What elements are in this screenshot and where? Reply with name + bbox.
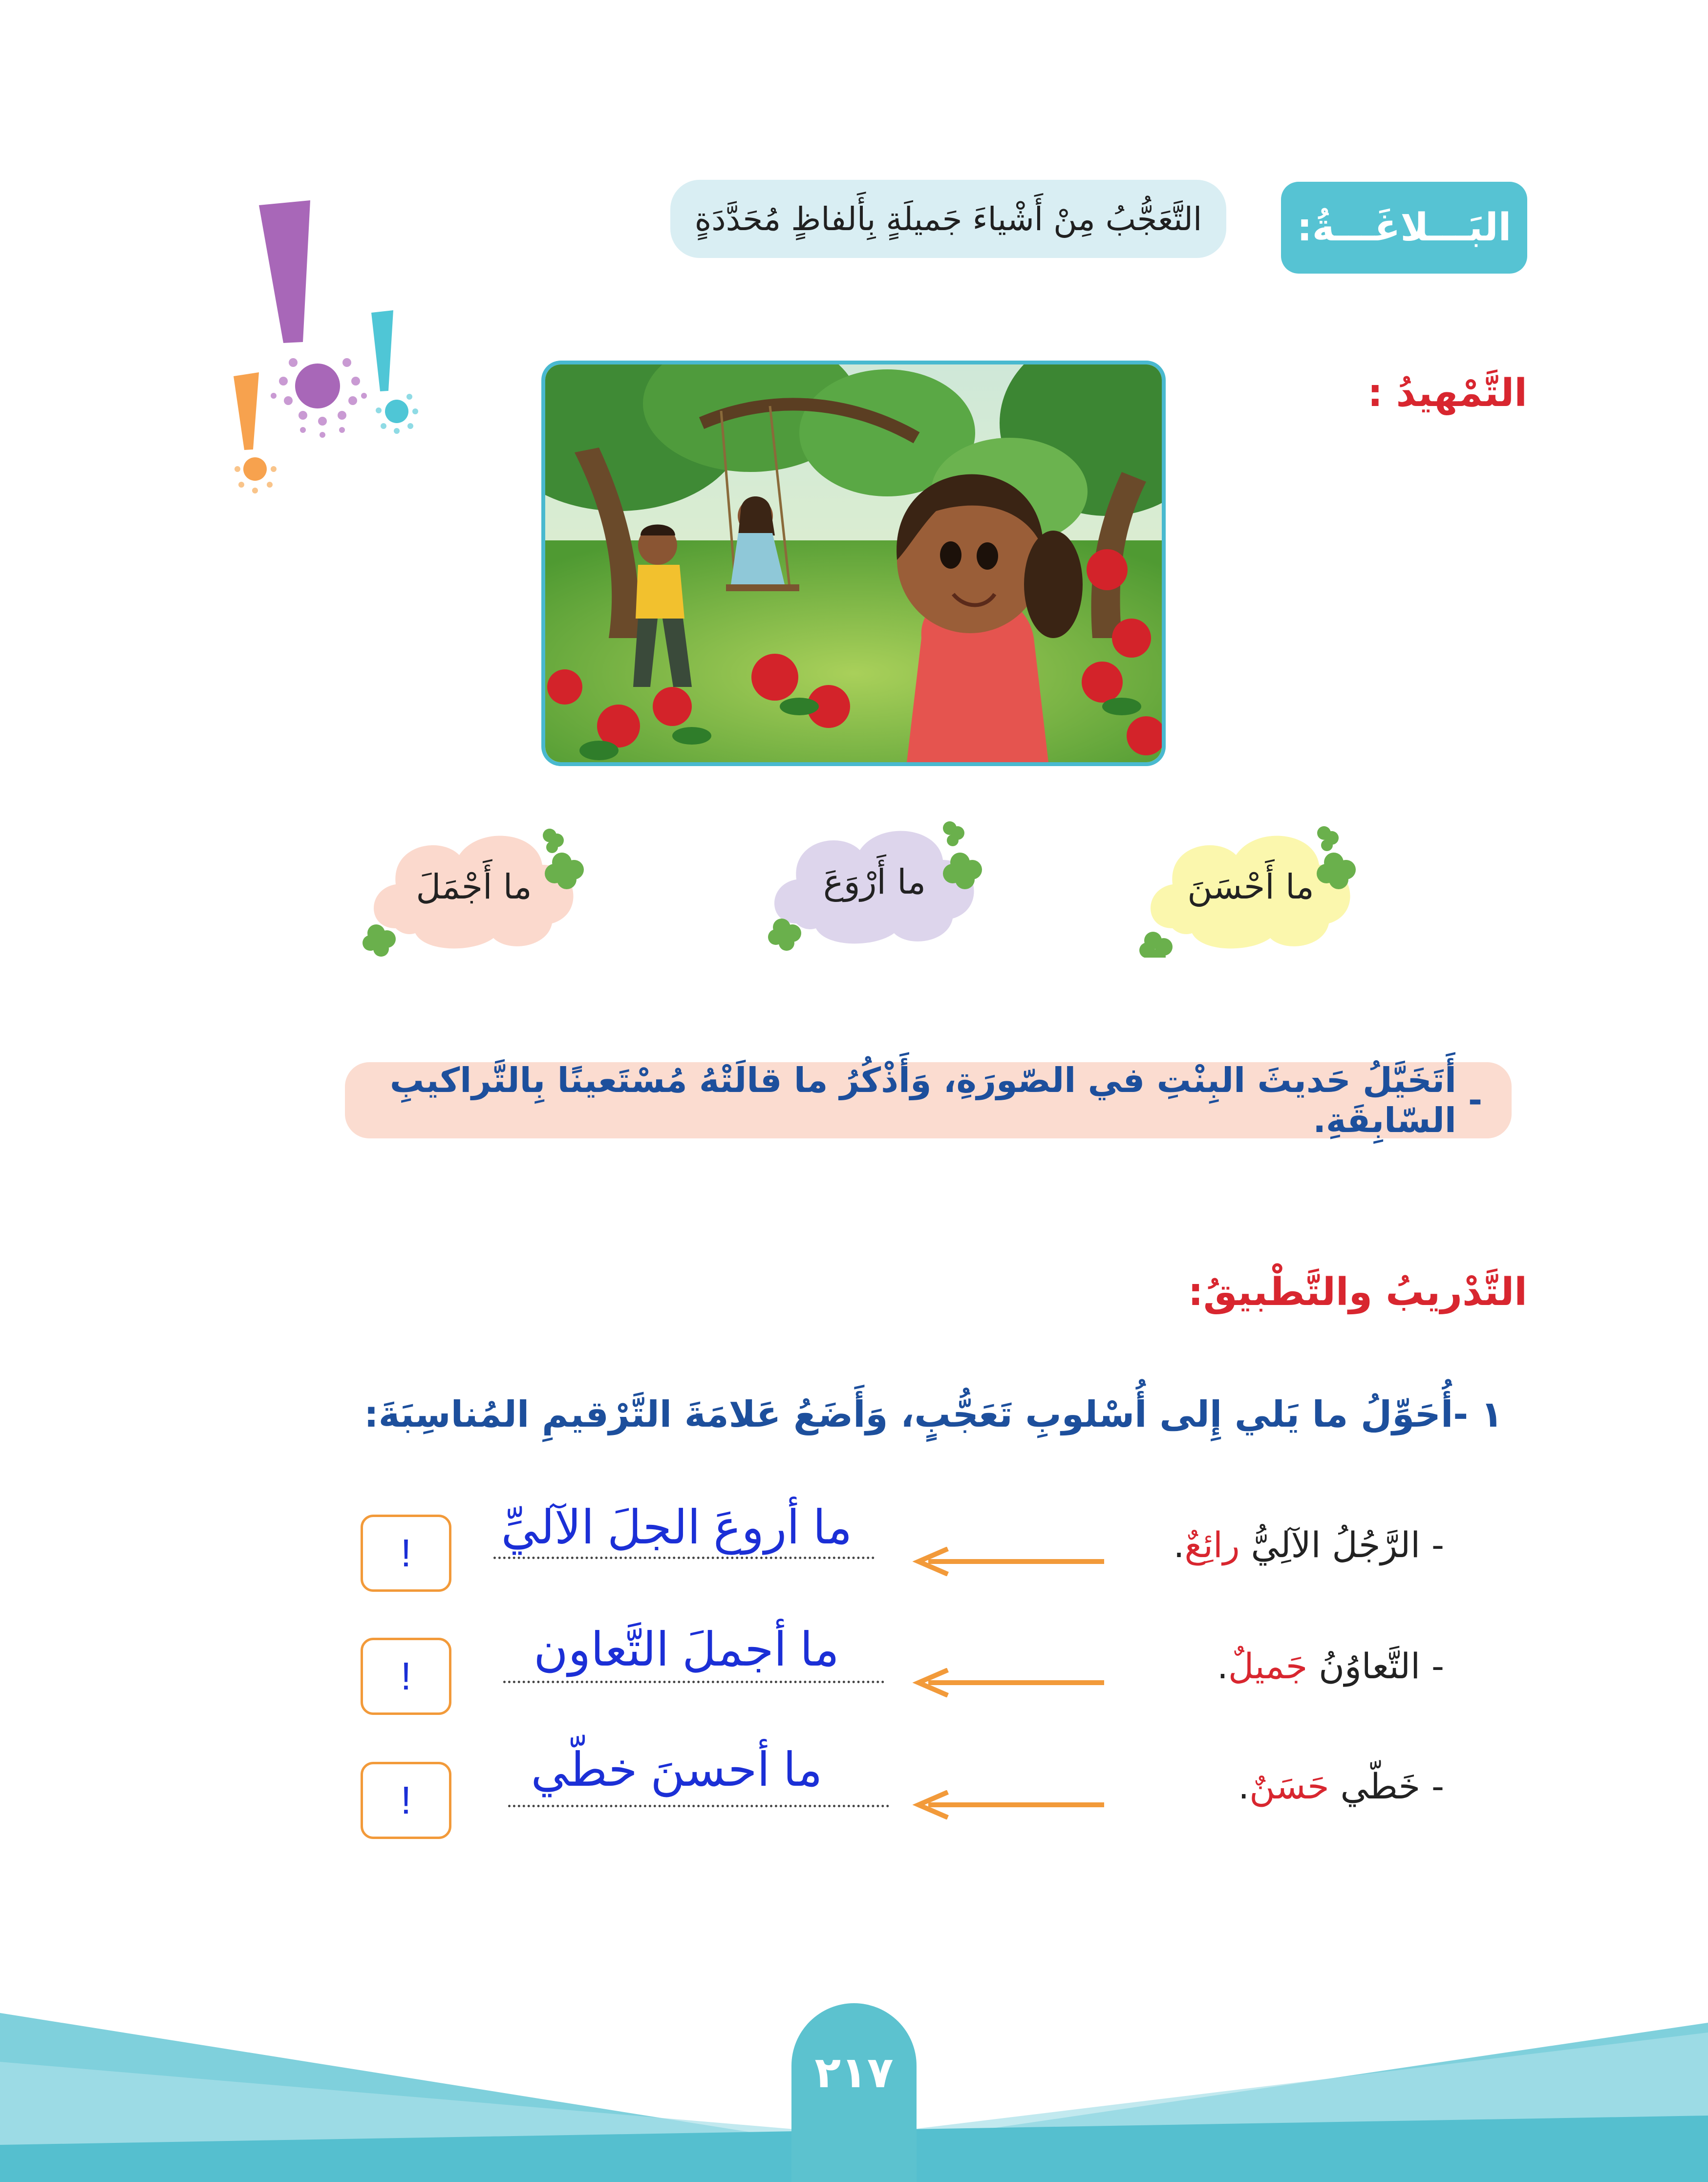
handwritten-answer-2[interactable]: ما أجملَ التَّعاون	[534, 1624, 839, 1676]
exercise-sentence-2	[1102, 1646, 1444, 1687]
handwritten-answer-1[interactable]: ما أروعَ الجلَ الآليِّ	[501, 1501, 853, 1554]
answer-line-3	[508, 1805, 889, 1807]
intro-heading: التَّمْهيدُ :	[1367, 371, 1527, 415]
sentence-prefix: - الرَّجُلُ الآلِيُّ	[1239, 1524, 1444, 1565]
phrase-cloud-ahsana	[1138, 816, 1363, 958]
sentence-prefix: - خَطّي	[1329, 1766, 1444, 1807]
instruction-dash: -	[1468, 1080, 1482, 1120]
punctuation-mark: !	[400, 1778, 412, 1822]
sentence-highlight: رائِعٌ	[1184, 1524, 1240, 1565]
answer-line-2	[503, 1681, 884, 1683]
punctuation-box-2[interactable]	[361, 1638, 451, 1715]
punctuation-mark: !	[400, 1531, 412, 1575]
section-label: البَـــلاغَـــةُ:	[1297, 206, 1512, 250]
phrase-cloud-arwaa	[762, 811, 987, 953]
sentence-suffix: .	[1173, 1524, 1185, 1565]
punctuation-box-3[interactable]	[361, 1762, 451, 1839]
arrow-left-icon	[909, 1547, 1104, 1576]
arrow-left-icon	[909, 1668, 1104, 1697]
sentence-suffix: .	[1217, 1646, 1228, 1687]
sentence-suffix: .	[1238, 1766, 1250, 1807]
handwritten-answer-3[interactable]: ما أحسنَ خطّي	[531, 1744, 823, 1796]
illustration-image	[541, 361, 1166, 766]
instruction-bar	[345, 1062, 1512, 1138]
punctuation-box-1[interactable]	[361, 1515, 451, 1592]
phrase-label-ahsana: ما أَحْسَنَ	[1187, 867, 1314, 907]
page-number: ٢١٧	[791, 2003, 917, 2182]
section-subtitle-text: التَّعَجُّبُ مِنْ أَشْياءَ جَميلَةٍ بِأَلفاظٍ مُحَدَّدَةٍ	[694, 200, 1202, 238]
punctuation-mark: !	[400, 1654, 412, 1698]
sentence-highlight: جَميلٌ	[1228, 1646, 1308, 1687]
sentence-prefix: - التَّعاوُنُ	[1307, 1646, 1444, 1687]
answer-line-1	[493, 1557, 875, 1559]
instruction-text: أَتَخَيَّلُ حَديثَ البِنْتِ في الصّورَةِ، وَأَذْكُرُ ما قالَتْهُ مُسْتَعينًا بِالتَّراكيبِ السّابِقَةِ.	[389, 1060, 1456, 1140]
practice-heading: التَّدْريبُ والتَّطْبيقُ:	[1188, 1270, 1527, 1314]
sentence-highlight: حَسَنٌ	[1249, 1766, 1329, 1807]
exercise-sentence-3	[1102, 1766, 1444, 1807]
phrase-label-arwaa: ما أَرْوَعَ	[823, 862, 926, 902]
phrase-label-ajmala: ما أَجْمَلَ	[416, 867, 532, 907]
exercise-title: ١ -أُحَوِّلُ ما يَلي إِلى أُسْلوبِ تَعَجُّبٍ، وَأَضَعُ عَلامَةَ التَّرْقيمِ المُناسِبَةَ:	[364, 1393, 1503, 1435]
exclamation-decoration-icon	[225, 186, 440, 508]
exercise-sentence-1	[1102, 1524, 1444, 1565]
arrow-left-icon	[909, 1790, 1104, 1819]
section-subtitle	[670, 180, 1226, 258]
phrase-cloud-ajmala	[362, 816, 586, 958]
park-scene-illustration	[545, 364, 1162, 762]
section-badge	[1281, 182, 1527, 274]
